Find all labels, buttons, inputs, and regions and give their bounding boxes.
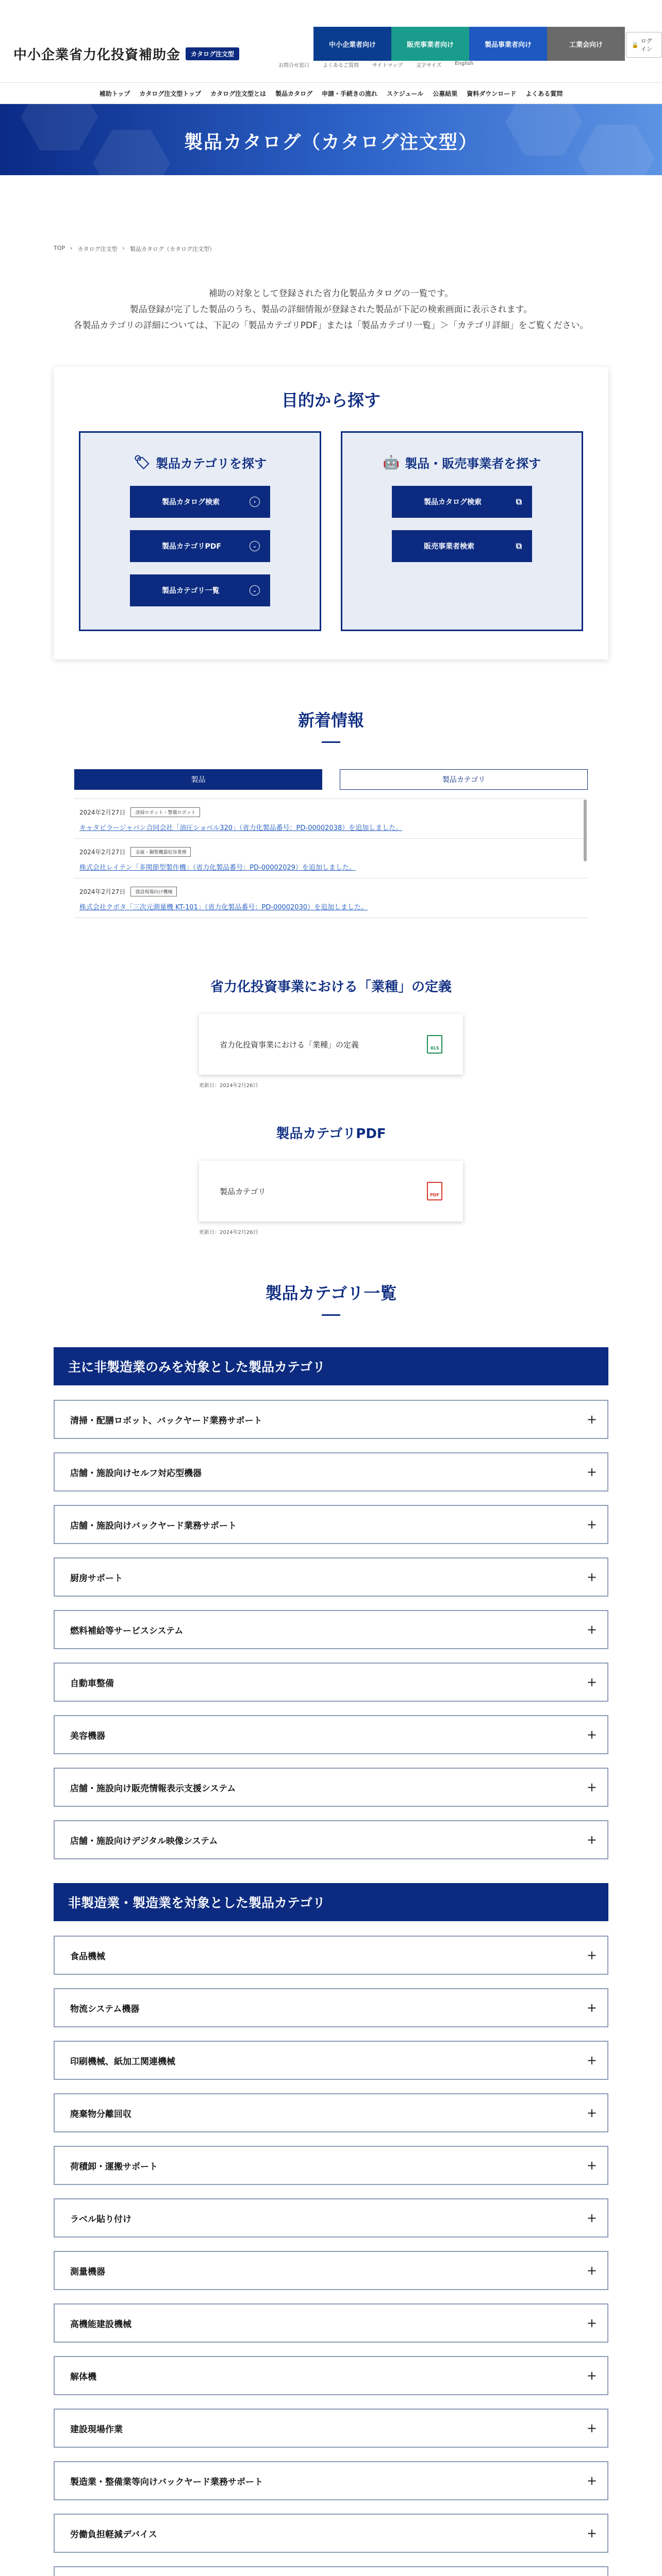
category-name: 廃棄物分離回収: [70, 2109, 131, 2120]
plus-icon: +: [586, 2211, 597, 2225]
category-name: 自動車整備: [70, 1678, 114, 1689]
plus-icon: +: [586, 1622, 597, 1637]
category-name: 店舗・施設向けセルフ対応型機器: [70, 1468, 202, 1479]
button-label: 製品カテゴリ一覧: [162, 587, 220, 595]
category-accordion-item[interactable]: [54, 2303, 608, 2343]
intro-line: 各製品カテゴリの詳細については、下記の「製品カテゴリPDF」または「製品カテゴリ一覧」＞「カテゴリ詳細」をご覧ください。: [73, 320, 589, 331]
category-accordion-item[interactable]: [54, 1610, 608, 1649]
tab-product-categories[interactable]: 製品カテゴリ: [340, 769, 588, 790]
category-accordion-item[interactable]: [54, 2041, 608, 2080]
tag-icon: 🏷: [133, 454, 151, 470]
category-search-panel: [79, 431, 321, 631]
plus-icon: +: [586, 2001, 597, 2015]
arrow-down-icon: ⌄: [250, 541, 260, 551]
excel-file-icon: [427, 1035, 442, 1054]
title-underline: [322, 1314, 340, 1316]
news-list[interactable]: [74, 799, 588, 948]
category-group-heading: 非製造業・製造業を対象とした製品カテゴリ: [54, 1883, 608, 1921]
news-title: 新着情報: [297, 710, 364, 730]
list-item: [74, 878, 588, 918]
nav-item[interactable]: カタログ注文型トップ: [139, 90, 201, 97]
category-name: 労働負担軽減デバイス: [70, 2529, 157, 2540]
news-date: 2024年2月27日: [79, 849, 126, 856]
external-window-icon: ⧉: [516, 497, 522, 506]
plus-icon: +: [586, 2526, 597, 2540]
search-by-purpose: [54, 367, 608, 659]
plus-icon: +: [586, 1780, 597, 1794]
global-nav: [0, 82, 662, 104]
util-link-contact[interactable]: お問合せ窓口: [278, 63, 309, 69]
plus-icon: +: [586, 2106, 597, 2120]
chevron-right-icon: ›: [70, 245, 73, 251]
file-type-label: XLS: [430, 1046, 439, 1050]
distributor-search-button[interactable]: [392, 530, 532, 562]
product-catalog-search-button[interactable]: [392, 486, 532, 518]
category-name: 店舗・施設向け販売情報表示支援システム: [70, 1783, 236, 1794]
category-accordion-item[interactable]: [54, 2461, 608, 2500]
news-date: 2024年2月27日: [79, 809, 126, 816]
category-name: 厨房サポート: [70, 1573, 123, 1584]
plus-icon: +: [586, 2158, 597, 2173]
category-accordion-item[interactable]: [54, 2251, 608, 2290]
plus-icon: +: [586, 1465, 597, 1479]
category-name: 店舗・施設向けバックヤード業務サポート: [70, 1520, 237, 1531]
plus-icon: +: [586, 2421, 597, 2435]
news-date: 2024年2月27日: [79, 888, 126, 895]
catalog-search-button[interactable]: [130, 486, 270, 518]
site-logo[interactable]: [13, 44, 239, 63]
category-accordion-item[interactable]: [54, 2198, 608, 2238]
news-tag: 金属・鋼製機器収容業務: [130, 847, 191, 857]
role-association-button[interactable]: 工業会向け: [547, 27, 625, 61]
category-name: 食品機械: [70, 1951, 105, 1962]
breadcrumb: [54, 245, 215, 253]
category-accordion-item[interactable]: [54, 1663, 608, 1702]
nav-item[interactable]: 補助トップ: [99, 90, 130, 97]
category-name: 物流システム機器: [70, 2004, 140, 2014]
button-label: 製品カタログ検索: [162, 498, 220, 506]
category-accordion-item[interactable]: [54, 1936, 608, 1975]
nav-item[interactable]: よくある質問: [525, 90, 563, 97]
role-sme-button[interactable]: 中小企業者向け: [313, 27, 391, 61]
news-link[interactable]: キャタピラージャパン合同会社「油圧ショベル320」（省力化製品番号：PD-00002038）を追加しました。: [79, 824, 403, 832]
category-name: 解体機: [70, 2371, 96, 2382]
doc-updated-date: 更新日：2024年2月26日: [199, 1083, 258, 1089]
plus-icon: +: [586, 1675, 597, 1689]
category-accordion-item[interactable]: [54, 1768, 608, 1807]
plus-icon: +: [586, 1517, 597, 1532]
role-navigation: [313, 27, 625, 61]
title-underline: [322, 741, 340, 743]
role-distributor-button[interactable]: 販売事業者向け: [391, 27, 469, 61]
chevron-right-icon: ›: [122, 245, 125, 251]
doc-updated-date: 更新日：2024年2月26日: [199, 1230, 258, 1235]
plus-icon: +: [586, 1727, 597, 1742]
plus-icon: +: [586, 2263, 597, 2278]
category-list-header: [0, 1280, 662, 1316]
category-name: 製造業・整備業等向けバックヤード業務サポート: [70, 2477, 263, 2487]
industry-definition-download[interactable]: [199, 1014, 463, 1075]
category-accordion-item[interactable]: [54, 2566, 608, 2576]
arrow-down-icon: ⌄: [250, 585, 260, 596]
category-name: 店舗・施設向けデジタル映像システム: [70, 1836, 218, 1846]
arrow-right-icon: ›: [250, 497, 260, 507]
hero-banner: [0, 104, 662, 175]
category-name: 測量機器: [70, 2266, 105, 2277]
utility-links: [278, 61, 473, 69]
category-name: 燃料補給等サービスシステム: [70, 1625, 184, 1636]
news-header: [0, 707, 662, 743]
category-accordion-item[interactable]: [54, 1557, 608, 1597]
page-title: 製品カタログ（カタログ注文型）: [184, 132, 478, 153]
breadcrumb-current: 製品カタログ（カタログ注文型）: [129, 246, 215, 252]
category-accordion-item[interactable]: [54, 2409, 608, 2448]
category-accordion-item[interactable]: [54, 1988, 608, 2027]
category-accordion-item[interactable]: [54, 2356, 608, 2395]
doc-name: 製品カテゴリ: [220, 1187, 266, 1196]
plus-icon: +: [586, 2473, 597, 2488]
category-accordion-item[interactable]: [54, 2093, 608, 2132]
plus-icon: +: [586, 1833, 597, 1847]
login-label: ログイン: [640, 38, 652, 53]
industry-definition-title: 省力化投資事業における「業種」の定義: [210, 979, 452, 995]
button-label: 製品カテゴリPDF: [162, 543, 221, 551]
site-header: [0, 0, 662, 61]
category-accordion-item[interactable]: [54, 1820, 608, 1859]
category-pdf-button[interactable]: [130, 530, 270, 562]
news-tabs: [74, 769, 588, 790]
nav-item[interactable]: 資料ダウンロード: [467, 90, 517, 97]
plus-icon: +: [586, 2368, 597, 2383]
category-name: 荷積卸・運搬サポート: [70, 2161, 158, 2172]
nav-item[interactable]: スケジュール: [387, 90, 424, 97]
util-link-faq[interactable]: よくあるご質問: [323, 63, 359, 69]
catalog-type-badge: カタログ注文型: [186, 47, 239, 60]
plus-icon: +: [586, 1948, 597, 1962]
doc-name: 省力化投資事業における「業種」の定義: [220, 1040, 359, 1049]
button-label: 販売事業者検索: [424, 543, 474, 551]
plus-icon: +: [586, 2316, 597, 2330]
login-button[interactable]: [626, 32, 662, 58]
plus-icon: +: [586, 1570, 597, 1584]
lock-icon: 🔒: [632, 41, 639, 48]
category-accordion-item[interactable]: [54, 2146, 608, 2185]
category-list-button[interactable]: [130, 574, 270, 606]
news-scrollbar[interactable]: [584, 800, 587, 861]
plus-icon: +: [586, 2053, 597, 2067]
news-link[interactable]: 株式会社レイテン「多関節型製作機」（省力化製品番号：PD-00002029）を追加しました。: [79, 864, 356, 872]
category-search-heading: 製品カテゴリを探す: [155, 456, 267, 471]
plus-icon: +: [586, 1412, 597, 1427]
nav-item[interactable]: 公募結果: [433, 90, 458, 97]
news-tag: 清掃ロボット・警備ロボット: [130, 807, 200, 817]
breadcrumb-link[interactable]: TOP: [54, 245, 65, 251]
product-search-heading: 製品・販売事業者を探す: [405, 456, 541, 471]
button-label: 製品カタログ検索: [424, 498, 482, 506]
util-link-sitemap[interactable]: サイトマップ: [372, 63, 403, 69]
category-accordion-item[interactable]: [54, 1505, 608, 1544]
category-name: 清掃・配膳ロボット、バックヤード業務サポート: [70, 1415, 262, 1426]
category-name: 建設現場作業: [70, 2424, 123, 2435]
list-item: [74, 839, 588, 878]
category-name: 印刷機械、紙加工関連機械: [70, 2056, 175, 2067]
nav-item[interactable]: カタログ注文型とは: [210, 90, 266, 97]
news-tag: 建設現場向け機械: [130, 887, 177, 896]
category-accordion-item[interactable]: [54, 1452, 608, 1492]
news-link[interactable]: 株式会社クボタ「三次元測量機 KT-101」（省力化製品番号：PD-00002030）を追加しました。: [79, 904, 368, 911]
role-product-maker-button[interactable]: 製品事業者向け: [469, 27, 547, 61]
category-name: ラベル貼り付け: [70, 2214, 131, 2225]
site-title: 中小企業省力化投資補助金: [13, 47, 181, 63]
util-link-font-size[interactable]: 文字サイズ: [416, 63, 442, 69]
intro-line: 補助の対象として登録された省力化製品カタログの一覧です。: [208, 289, 454, 299]
robot-icon: 🤖: [383, 454, 400, 470]
list-item: [74, 799, 588, 839]
category-accordion-item[interactable]: [54, 2514, 608, 2553]
intro-text: [0, 286, 662, 334]
category-accordion-item[interactable]: [54, 1400, 608, 1439]
category-group-heading: 主に非製造業のみを対象とした製品カテゴリ: [54, 1347, 608, 1385]
category-name: 美容機器: [70, 1731, 105, 1741]
nav-item[interactable]: 申請・手続きの流れ: [321, 90, 377, 97]
intro-line: 製品登録が完了した製品のうち、製品の詳細情報が登録された製品が下記の検索画面に表示されます。: [129, 304, 533, 315]
breadcrumb-link[interactable]: カタログ注文型: [77, 246, 118, 252]
file-type-label: PDF: [430, 1193, 439, 1197]
util-link-english[interactable]: English: [455, 61, 474, 66]
category-pdf-download[interactable]: [199, 1161, 463, 1222]
nav-item[interactable]: 製品カタログ: [275, 90, 312, 97]
search-section-title: 目的から探す: [281, 391, 380, 410]
product-distributor-search-panel: [341, 431, 583, 631]
category-pdf-title: 製品カテゴリPDF: [276, 1126, 386, 1142]
category-list-title: 製品カテゴリ一覧: [265, 1283, 397, 1303]
category-name: 高機能建設機械: [70, 2319, 131, 2330]
category-accordion-item[interactable]: [54, 1715, 608, 1754]
tab-products[interactable]: 製品: [74, 769, 322, 790]
external-window-icon: ⧉: [516, 541, 522, 551]
pdf-file-icon: [427, 1182, 442, 1200]
